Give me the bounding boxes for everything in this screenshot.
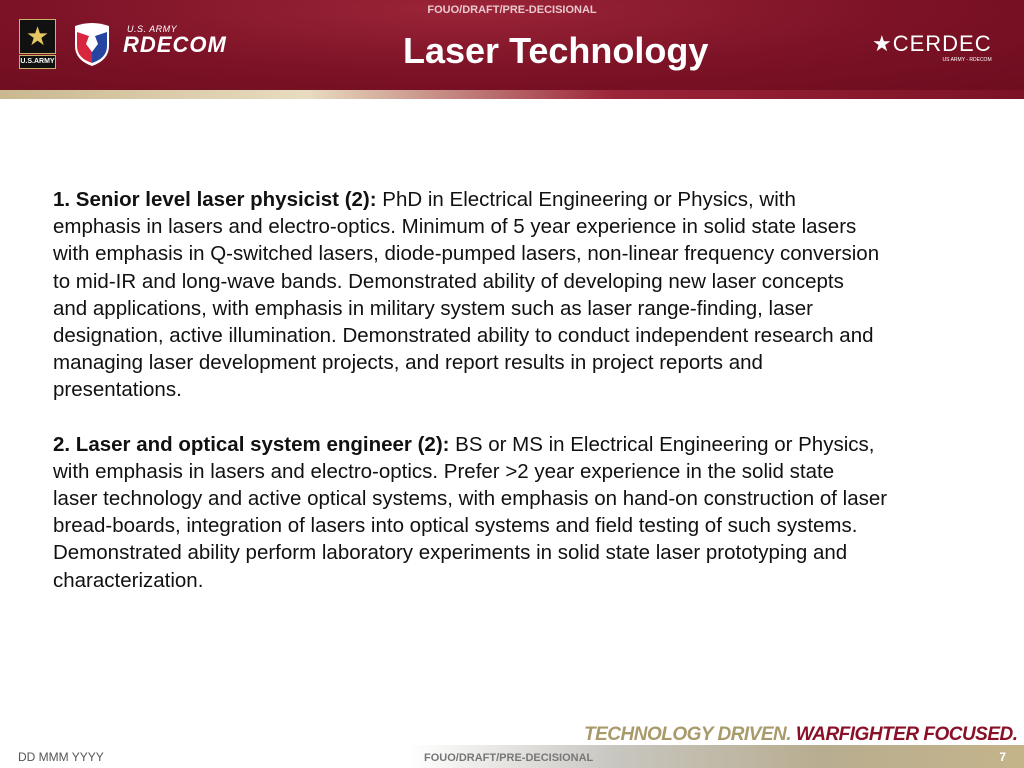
requirement-1-title: 1. Senior level laser physicist (2): (53, 188, 377, 211)
classification-top: FOUO/DRAFT/PRE-DECISIONAL (427, 4, 597, 16)
text-line: presentations. (53, 378, 182, 402)
requirement-2 (53, 431, 993, 594)
rdecom-shield-icon (73, 22, 111, 66)
tagline-part-1: TECHNOLOGY DRIVEN. (584, 724, 792, 745)
cerdec-subtext: US ARMY - RDECOM (942, 57, 992, 63)
text-line: BS or MS in Electrical Engineering or Physics, (449, 432, 875, 456)
requirement-1 (53, 186, 993, 404)
page-number: 7 (999, 750, 1006, 764)
cerdec-logo (872, 33, 992, 63)
text-line: designation, active illumination. Demonstrated ability to conduct independent research and (53, 324, 874, 348)
classification-bottom: FOUO/DRAFT/PRE-DECISIONAL (424, 752, 594, 764)
rdecom-text: RDECOM (123, 32, 227, 57)
tagline (584, 724, 1018, 746)
rdecom-small-text: U.S. ARMY (127, 24, 178, 34)
requirement-2-title: 2. Laser and optical system engineer (2): (53, 432, 450, 456)
text-line: with emphasis in lasers and electro-optics. Prefer >2 year experience in the solid state (53, 459, 835, 483)
text-line: characterization. (53, 568, 204, 592)
text-line: with emphasis in Q-switched lasers, diode-pumped lasers, non-linear frequency conversion (53, 242, 880, 266)
text-line: bread-boards, integration of lasers into optical systems and field testing of such systems. (53, 514, 858, 538)
tagline-part-2: WARFIGHTER FOCUSED. (795, 724, 1018, 745)
footer-date: DD MMM YYYY (18, 750, 104, 764)
header-stripe (0, 90, 1024, 99)
slide-body (53, 186, 993, 594)
text-line: to mid-IR and long-wave bands. Demonstrated ability of developing new laser concepts (53, 269, 844, 293)
rdecom-logo (123, 24, 227, 56)
text-line: PhD in Electrical Engineering or Physics, with (376, 188, 796, 211)
us-army-logo (19, 19, 56, 69)
text-line: Demonstrated ability perform laboratory experiments in solid state laser prototyping and (53, 541, 848, 565)
text-line: managing laser development projects, and report results in project reports and (53, 351, 763, 375)
text-line: emphasis in lasers and electro-optics. Minimum of 5 year experience in solid state lasers (53, 215, 857, 239)
army-logo-text: U.S.ARMY (19, 55, 56, 69)
text-line: laser technology and active optical systems, with emphasis on hand-on construction of laser (53, 487, 888, 511)
cerdec-text: ★CERDEC (872, 31, 992, 56)
text-line: and applications, with emphasis in military system such as laser range-finding, laser (53, 296, 813, 320)
page-title: Laser Technology (403, 30, 709, 71)
star-icon: ★ (19, 19, 56, 54)
